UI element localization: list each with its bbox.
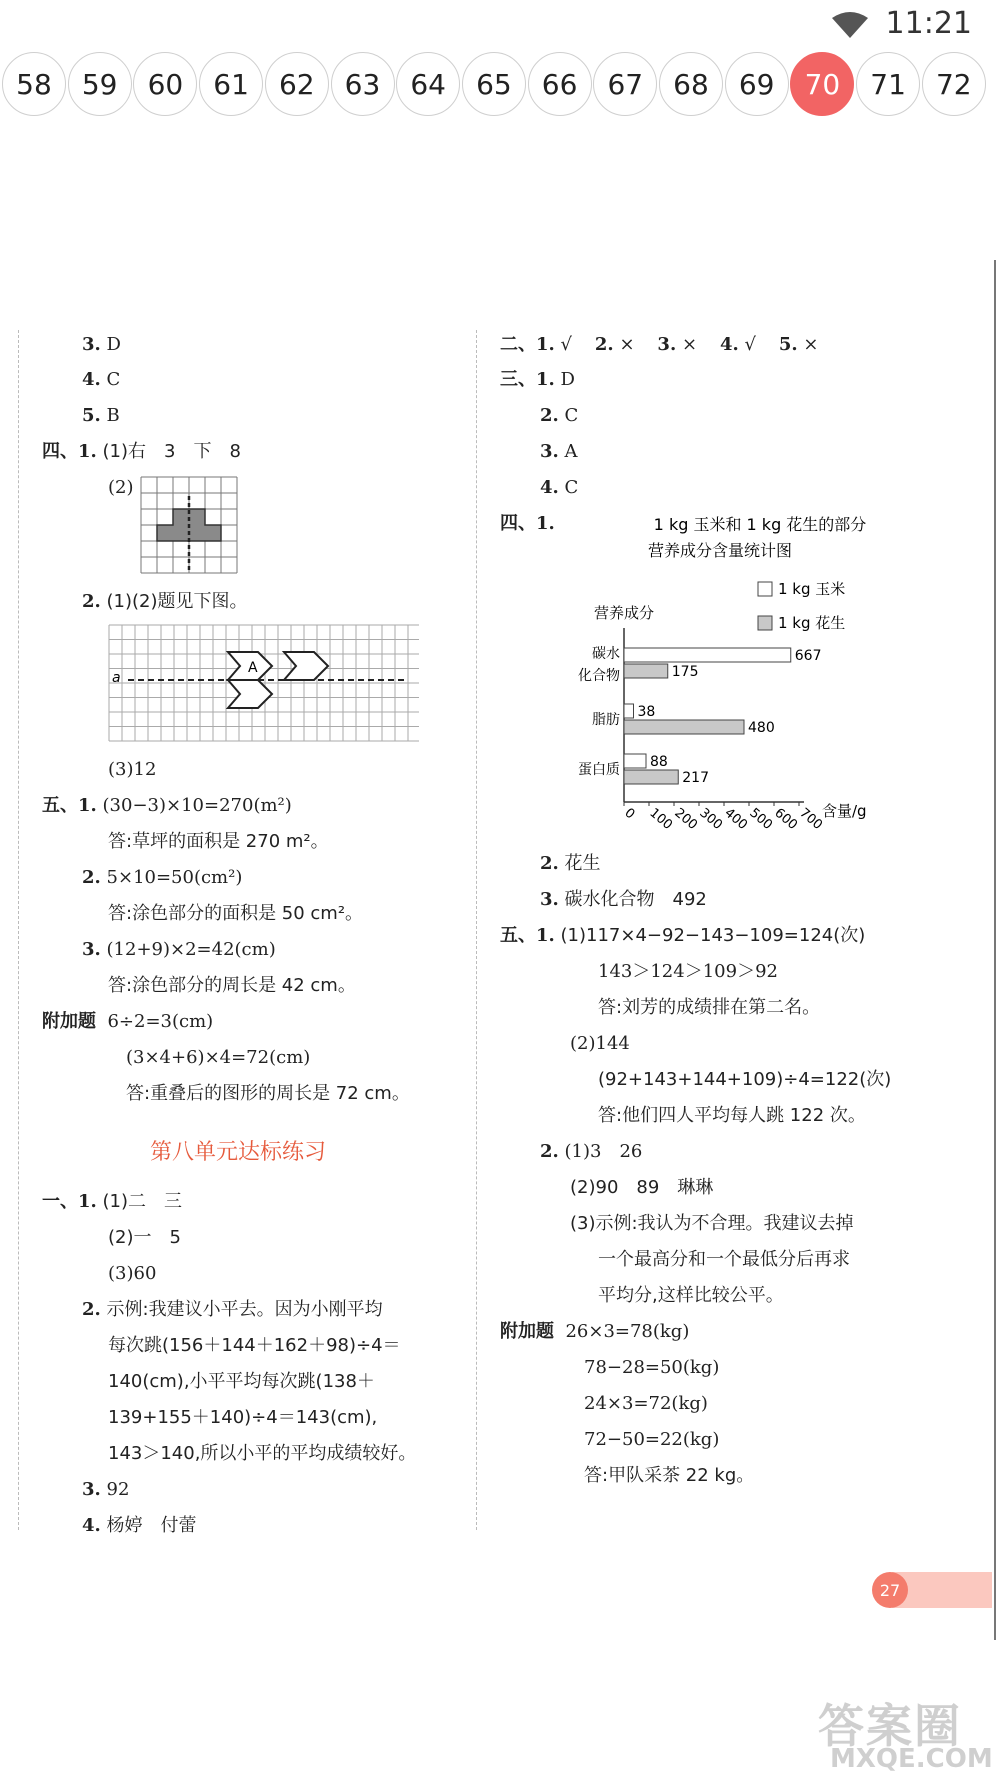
unit-q2-l5: 143＞140,所以小平的平均成绩较好。 [108, 1443, 417, 1464]
bar-corn-1 [624, 704, 634, 718]
bar-value-corn-2: 88 [650, 754, 668, 770]
bonus-left-l3: 答:重叠后的图形的周长是 72 cm。 [126, 1083, 410, 1104]
nutrition-bar-chart [560, 508, 900, 848]
section-4-q1: 四、1. (1)右 3 下 8 [42, 441, 241, 462]
chart-subtitle: 营养成分含量统计图 [647, 541, 793, 560]
watermark-url: MXQE.COM [830, 1744, 993, 1774]
page-button-66[interactable]: 66 [528, 52, 592, 116]
right-section-3-q4: 4. C [540, 477, 579, 498]
answer-5: 5. B [82, 405, 120, 426]
page-button-64[interactable]: 64 [396, 52, 460, 116]
section-5-q2: 2. 5×10=50(cm²) [82, 867, 243, 888]
section-4-q2: 2. (1)(2)题见下图。 [82, 591, 248, 612]
category-label-0-1: 化合物 [578, 668, 620, 684]
page-button-72[interactable]: 72 [922, 52, 986, 116]
page-button-62[interactable]: 62 [265, 52, 329, 116]
page-button-63[interactable]: 63 [331, 52, 395, 116]
section-4-q1-part2: (2) [108, 477, 134, 498]
bonus-right-l3: 24×3=72(kg) [584, 1393, 708, 1414]
bar-peanut-1 [624, 720, 744, 734]
unit-q4: 4. 杨婷 付蕾 [82, 1515, 197, 1536]
tick-label-700: 700 [796, 805, 826, 834]
tick-label-200: 200 [671, 805, 701, 834]
bar-value-peanut-0: 175 [671, 664, 699, 680]
page-button-70[interactable]: 70 [790, 52, 854, 116]
axis-label-a: a [112, 670, 121, 686]
unit-q2: 2. 示例:我建议小平去。因为小刚平均 [82, 1299, 383, 1320]
unit-q2-l2: 每次跳(156＋144＋162＋98)÷4＝ [108, 1335, 401, 1356]
bar-value-peanut-2: 217 [682, 770, 709, 786]
bar-value-corn-0: 667 [794, 648, 822, 664]
right-5-1-l4: (2)144 [570, 1033, 630, 1054]
tick-label-600: 600 [771, 805, 801, 834]
tick-label-300: 300 [696, 805, 726, 834]
category-label-1-0: 脂肪 [592, 712, 620, 728]
right-section-3-q2: 2. C [540, 405, 579, 426]
page-button-65[interactable]: 65 [462, 52, 526, 116]
right-5-1-l2: 143＞124＞109＞92 [598, 961, 778, 982]
section-5-q3-answer: 答:涂色部分的周长是 42 cm。 [108, 975, 356, 996]
tick-label-500: 500 [746, 805, 776, 834]
section-5-q1-answer: 答:草坪的面积是 270 m²。 [108, 831, 329, 852]
right-5-2-l2: (2)90 89 琳琳 [570, 1177, 714, 1198]
bar-value-corn-1: 38 [637, 704, 656, 720]
right-section-5-q2: 2. (1)3 26 [540, 1141, 643, 1162]
category-label-0-0: 碳水 [592, 646, 620, 662]
category-label-2-0: 蛋白质 [578, 762, 620, 778]
page-button-69[interactable]: 69 [725, 52, 789, 116]
page-number: 27 [872, 1572, 908, 1608]
legend-peanut: 1 kg 花生 [778, 614, 846, 632]
page-button-61[interactable]: 61 [199, 52, 263, 116]
bonus-left-l1: 附加题 6÷2=3(cm) [42, 1011, 214, 1032]
bonus-left-l2: (3×4+6)×4=72(cm) [126, 1047, 311, 1068]
legend-swatch-corn [758, 582, 772, 596]
section-5-q2-answer: 答:涂色部分的面积是 50 cm²。 [108, 903, 364, 924]
tick-label-100: 100 [646, 805, 676, 834]
page-button-68[interactable]: 68 [659, 52, 723, 116]
bonus-right-l4: 72−50=22(kg) [584, 1429, 720, 1450]
unit-q1-part3: (3)60 [108, 1263, 157, 1284]
page-button-58[interactable]: 58 [2, 52, 66, 116]
right-section-4-q3: 3. 碳水化合物 492 [540, 889, 707, 910]
bonus-right-l5: 答:甲队采茶 22 kg。 [584, 1465, 755, 1486]
section-4-q2-part3: (3)12 [108, 759, 157, 780]
page-edge [994, 260, 996, 1640]
chart-title: 1 kg 玉米和 1 kg 花生的部分 [653, 515, 867, 534]
legend-swatch-peanut [758, 616, 772, 630]
unit-q2-l3: 140(cm),小平平均每次跳(138＋ [108, 1371, 375, 1392]
section-5-q3: 3. (12+9)×2=42(cm) [82, 939, 276, 960]
page-button-67[interactable]: 67 [593, 52, 657, 116]
translation-grid-figure [108, 624, 420, 742]
page-button-59[interactable]: 59 [68, 52, 132, 116]
watermark-logo: 答案圈 [818, 1699, 962, 1753]
answer-3: 3. D [82, 334, 121, 355]
unit-title: 第八单元达标练习 [150, 1140, 327, 1165]
small-grid-figure [140, 476, 238, 574]
bar-peanut-0 [624, 664, 668, 678]
page-button-71[interactable]: 71 [856, 52, 920, 116]
bonus-right-l2: 78−28=50(kg) [584, 1357, 720, 1378]
unit-q2-l4: 139+155＋140)÷4＝143(cm), [108, 1407, 378, 1428]
right-section-5-q1: 五、1. (1)117×4−92−143−109=124(次) [500, 925, 866, 946]
right-section-2: 二、1. √ 2. × 3. × 4. √ 5. × [500, 334, 819, 355]
bar-corn-2 [624, 754, 646, 768]
clock: 11:21 [885, 6, 972, 41]
right-5-1-l5: (92+143+144+109)÷4=122(次) [598, 1069, 892, 1090]
unit-q3: 3. 92 [82, 1479, 130, 1500]
right-5-1-l3: 答:刘芳的成绩排在第二名。 [598, 997, 821, 1018]
legend-corn: 1 kg 玉米 [778, 580, 846, 598]
answer-4: 4. C [82, 369, 121, 390]
bonus-right-l1: 附加题 26×3=78(kg) [500, 1321, 690, 1342]
right-5-2-l4: 一个最高分和一个最低分后再求 [598, 1249, 850, 1270]
right-5-1-l6: 答:他们四人平均每人跳 122 次。 [598, 1105, 866, 1126]
y-axis-label: 营养成分 [594, 604, 655, 622]
section-5-q1: 五、1. (30−3)×10=270(m²) [42, 795, 292, 816]
x-axis-label: 含量/g [822, 802, 867, 820]
unit-q1: 一、1. (1)二 三 [42, 1191, 183, 1212]
tick-label-0: 0 [621, 805, 638, 823]
bar-value-peanut-1: 480 [748, 720, 775, 736]
column-divider [476, 330, 477, 1530]
bar-peanut-2 [624, 770, 678, 784]
page-button-60[interactable]: 60 [133, 52, 197, 116]
right-5-2-l5: 平均分,这样比较公平。 [598, 1285, 784, 1306]
bar-corn-0 [624, 648, 791, 662]
right-section-3-q3: 3. A [540, 441, 578, 462]
right-section-3-q1: 三、1. D [500, 369, 575, 390]
left-margin-line [18, 330, 19, 1530]
right-section-4-q2: 2. 花生 [540, 853, 601, 874]
tick-label-400: 400 [721, 805, 751, 834]
shape-label-A: A [248, 660, 258, 676]
right-5-2-l3: (3)示例:我认为不合理。我建议去掉 [570, 1213, 854, 1234]
right-section-4-q1: 四、1. [500, 513, 555, 534]
unit-q1-part2: (2)一 5 [108, 1227, 181, 1248]
